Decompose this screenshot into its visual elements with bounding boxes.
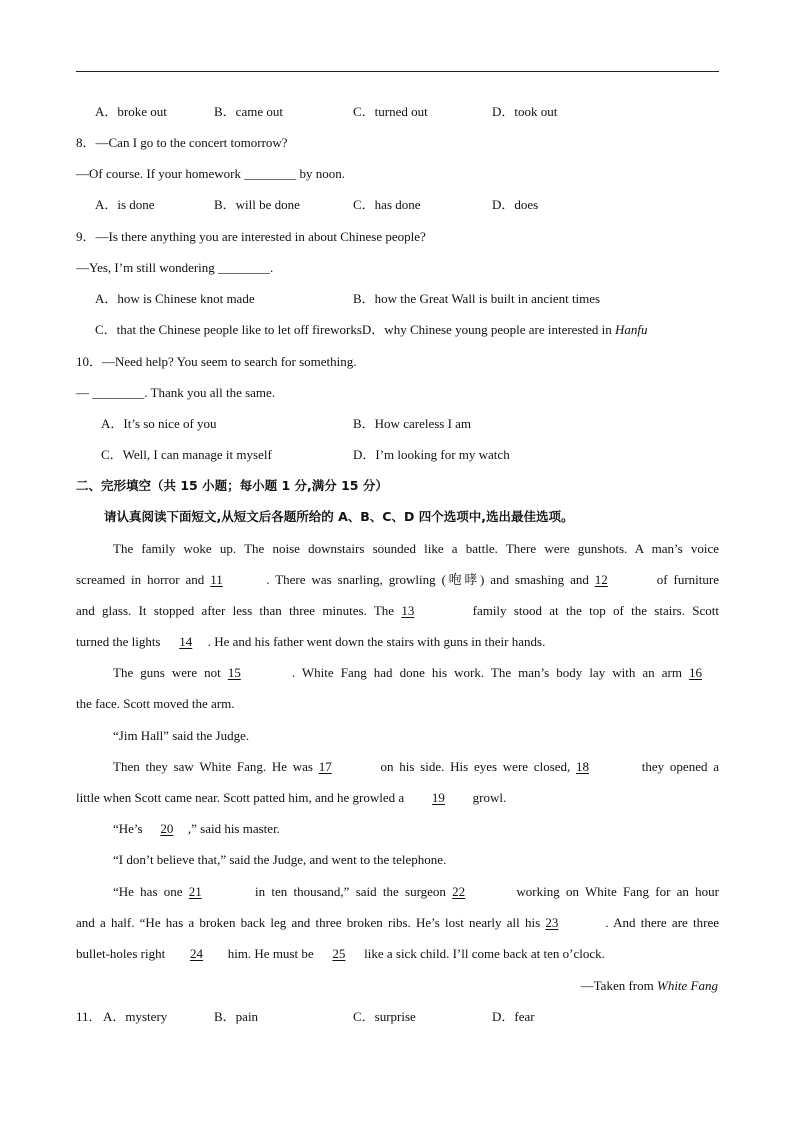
passage-line-2 — [76, 572, 719, 588]
passage-text: little when Scott came near. Scott patted him, and he growled a — [76, 790, 408, 805]
passage-line-5 — [113, 665, 719, 681]
q7-option-b[interactable]: B．came out — [214, 104, 283, 119]
q8-option-b[interactable]: B．will be done — [214, 197, 300, 212]
q10-answer-line — [76, 385, 275, 401]
passage-line-1: The family woke up. The noise downstairs sounded like a battle. There were gunshots. A man’s voice — [113, 541, 719, 556]
section-instruction: 请认真阅读下面短文,从短文后各题所给的 A、B、C、D 四个选项中,选出最佳选项。 — [104, 509, 574, 524]
passage-text: . There was snarling, growling (咆哮) and smashing and — [266, 572, 595, 587]
passage-text: and glass. It stopped after less than three minutes. The — [76, 603, 402, 618]
passage-line-11: “I don’t believe that,” said the Judge, and went to the telephone. — [113, 852, 447, 867]
q9-blank: ________ — [218, 260, 271, 275]
blank-16: 16 — [689, 665, 702, 680]
blank-19: 19 — [431, 790, 445, 805]
passage-line-3 — [76, 603, 719, 619]
passage-text: . And there are three — [605, 915, 719, 930]
passage-line-7: “Jim Hall” said the Judge. — [113, 728, 250, 743]
header-rule — [76, 71, 719, 72]
q8-blank: ________ — [244, 166, 297, 181]
blank-15: 15 — [227, 665, 241, 680]
blank-21: 21 — [188, 884, 202, 899]
passage-source — [581, 978, 718, 994]
passage-text: Then they saw White Fang. He was — [113, 759, 319, 774]
q8-option-c[interactable]: C．has done — [353, 197, 421, 212]
section-heading: 二、完形填空（共 15 小题；每小题 1 分,满分 15 分） — [76, 478, 388, 493]
q9-option-a[interactable]: A．how is Chinese knot made — [95, 291, 255, 306]
passage-text: they opened a — [636, 759, 719, 774]
q9-option-b[interactable]: B．how the Great Wall is built in ancient times — [353, 291, 601, 306]
q9-text-a: —Yes, I’m still wondering — [76, 260, 219, 275]
passage-text: “He has one — [113, 884, 189, 899]
blank-13: 13 — [401, 603, 415, 618]
passage-line-4 — [76, 634, 545, 650]
q10-question: 10．—Need help? You seem to search for something. — [76, 354, 357, 369]
q8-option-d[interactable]: D．does — [492, 197, 539, 212]
q8-answer-line — [76, 166, 345, 182]
q8-question: 8．—Can I go to the concert tomorrow? — [76, 135, 288, 150]
q9-option-c[interactable]: C．that the Chinese people like to let off fireworks — [95, 322, 362, 337]
blank-14: 14 — [179, 634, 193, 649]
passage-text: . White Fang had done his work. The man’s body lay with an arm — [291, 665, 689, 680]
q10-option-b[interactable]: B．How careless I am — [353, 416, 472, 431]
passage-text: “He’s — [113, 821, 146, 836]
passage-text: The guns were not — [113, 665, 228, 680]
q10-blank: ________ — [92, 385, 145, 400]
passage-line-13 — [76, 915, 719, 931]
passage-line-9 — [76, 790, 506, 806]
passage-text: in ten thousand,” said the surgeon — [248, 884, 453, 899]
q8-option-a[interactable]: A．is done — [95, 197, 155, 212]
passage-line-6: the face. Scott moved the arm. — [76, 696, 235, 711]
passage-text: of furniture — [650, 572, 720, 587]
passage-line-10 — [113, 821, 280, 837]
blank-20: 20 — [160, 821, 174, 836]
passage-text: on his side. His eyes were closed, — [374, 759, 577, 774]
blank-23: 23 — [545, 915, 559, 930]
blank-22: 22 — [452, 884, 466, 899]
passage-text: family stood at the top of the stairs. Scott — [465, 603, 720, 618]
passage-text: and a half. “He has a broken back leg and three broken ribs. He’s lost nearly all his — [76, 915, 546, 930]
source-prefix: —Taken from — [580, 978, 657, 993]
q9-text-b: . — [270, 260, 274, 275]
q9-answer-line — [76, 260, 273, 276]
q8-text-b: by noon. — [296, 166, 345, 181]
blank-17: 17 — [318, 759, 332, 774]
q11-option-c[interactable]: C．surprise — [353, 1009, 416, 1024]
passage-text: him. He must be — [224, 946, 317, 961]
blank-24: 24 — [189, 946, 203, 961]
passage-text: turned the lights — [76, 634, 164, 649]
q9-question: 9．—Is there anything you are interested in about Chinese people? — [76, 229, 426, 244]
q9-option-d[interactable] — [362, 322, 648, 337]
blank-18: 18 — [576, 759, 590, 774]
q8-text-a: —Of course. If your homework — [76, 166, 245, 181]
passage-text: bullet-holes right — [76, 946, 169, 961]
q10-text-b: . Thank you all the same. — [144, 385, 276, 400]
passage-text: like a sick child. I’ll come back at ten o’clock. — [360, 946, 605, 961]
q7-option-c[interactable]: C．turned out — [353, 104, 428, 119]
passage-text: growl. — [469, 790, 507, 805]
q11-option-d[interactable]: D．fear — [492, 1009, 535, 1024]
q10-option-c[interactable]: C．Well, I can manage it myself — [101, 447, 272, 462]
source-title: White Fang — [656, 978, 718, 993]
q9-option-d-italic: Hanfu — [615, 322, 648, 337]
passage-text: ,” said his master. — [187, 821, 280, 836]
q11-option-a[interactable]: A．mystery — [103, 1009, 168, 1024]
passage-text: screamed in horror and — [76, 572, 211, 587]
q7-option-a[interactable]: A．broke out — [95, 104, 167, 119]
q10-option-d[interactable]: D．I’m looking for my watch — [353, 447, 510, 462]
blank-12: 12 — [594, 572, 608, 587]
q10-text-a: — — [76, 385, 93, 400]
blank-11: 11 — [210, 572, 223, 587]
q11-option-b[interactable]: B．pain — [214, 1009, 259, 1024]
passage-line-14 — [76, 946, 605, 962]
passage-text: . He and his father went down the stairs with guns in their hands. — [207, 634, 546, 649]
q7-option-d[interactable]: D．took out — [492, 104, 558, 119]
q9-option-d-text: D．why Chinese young people are interested in — [361, 322, 615, 337]
blank-25: 25 — [332, 946, 346, 961]
passage-text: working on White Fang for an hour — [510, 884, 719, 899]
q10-option-a[interactable]: A．It’s so nice of you — [101, 416, 217, 431]
passage-line-12 — [113, 884, 719, 900]
q9-options-cd — [95, 322, 648, 338]
passage-line-8 — [113, 759, 719, 775]
q11-number: 11． — [76, 1009, 102, 1024]
